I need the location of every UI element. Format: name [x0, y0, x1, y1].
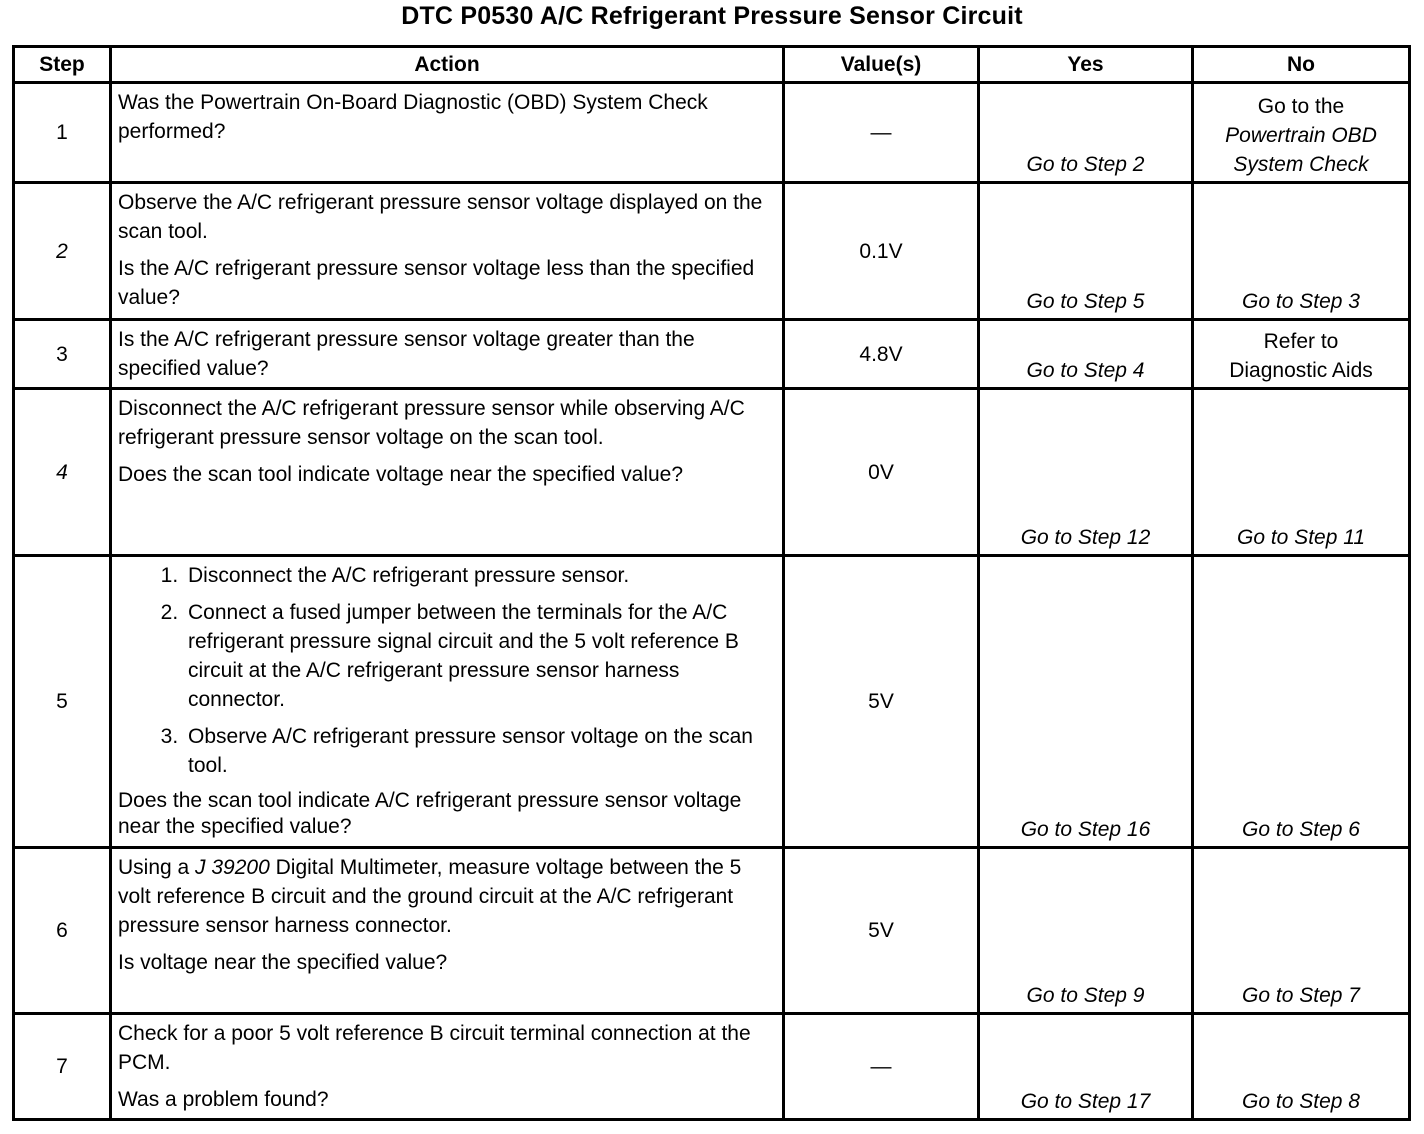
- no-cell: Go to Step 6: [1193, 556, 1410, 848]
- action-text: [111, 389, 784, 556]
- yes-cell: Go to Step 16: [979, 556, 1193, 848]
- action-line: Check for a poor 5 volt reference B circuit terminal connection at the PCM.: [118, 1022, 751, 1074]
- action-text: [111, 848, 784, 1014]
- dtc-table: [12, 45, 1411, 1121]
- header-yes: Yes: [979, 47, 1193, 83]
- no-line: Refer to: [1263, 330, 1339, 353]
- list-item: 3. Observe A/C refrigerant pressure sensor voltage on the scan tool.: [184, 722, 776, 780]
- action-line: Was the Powertrain On-Board Diagnostic (OBD) System Check performed?: [118, 91, 708, 143]
- table-row: [14, 1014, 1410, 1120]
- page-title: DTC P0530 A/C Refrigerant Pressure Sensor Circuit: [401, 2, 1023, 30]
- value-cell: 0.1V: [784, 183, 979, 320]
- header-action: Action: [111, 47, 784, 83]
- no-line: Powertrain OBD: [1225, 124, 1377, 147]
- yes-cell: Go to Step 9: [979, 848, 1193, 1014]
- action-question: Is the A/C refrigerant pressure sensor voltage less than the specified value?: [118, 257, 755, 309]
- tool-name: J 39200: [195, 856, 270, 879]
- table-row: [14, 848, 1410, 1014]
- header-values: Value(s): [784, 47, 979, 83]
- yes-cell: Go to Step 5: [979, 183, 1193, 320]
- value-cell: 5V: [784, 848, 979, 1014]
- step-number: 6: [14, 848, 111, 1014]
- action-text: [111, 83, 784, 183]
- no-cell: [1193, 83, 1410, 183]
- header-no: No: [1193, 47, 1410, 83]
- no-cell: Go to Step 11: [1193, 389, 1410, 556]
- procedure-list: [118, 561, 776, 780]
- action-question: Is voltage near the specified value?: [118, 951, 448, 974]
- value-cell: 0V: [784, 389, 979, 556]
- action-post: Digital Multimeter, measure voltage between the 5 volt reference B circuit and the ground circuit at the A/C refrigerant pressure sensor harness connector.: [118, 856, 742, 937]
- action-text: [111, 320, 784, 389]
- step-number: 7: [14, 1014, 111, 1120]
- table-row: [14, 83, 1410, 183]
- step-number: 4: [14, 389, 111, 556]
- no-cell: [1193, 320, 1410, 389]
- action-line: Disconnect the A/C refrigerant pressure sensor while observing A/C refrigerant pressure sensor voltage on the scan tool.: [118, 397, 745, 449]
- value-cell: 5V: [784, 556, 979, 848]
- value-cell: —: [784, 1014, 979, 1120]
- no-cell: Go to Step 7: [1193, 848, 1410, 1014]
- step-number: 1: [14, 83, 111, 183]
- action-line: [118, 853, 776, 940]
- header-step: Step: [14, 47, 111, 83]
- yes-cell: Go to Step 12: [979, 389, 1193, 556]
- action-line: Observe the A/C refrigerant pressure sensor voltage displayed on the scan tool.: [118, 191, 763, 243]
- table-row: [14, 389, 1410, 556]
- table-row: [14, 320, 1410, 389]
- action-text: [111, 1014, 784, 1120]
- yes-cell: Go to Step 2: [979, 83, 1193, 183]
- header-row: [14, 47, 1410, 83]
- yes-cell: Go to Step 4: [979, 320, 1193, 389]
- step-number: 5: [14, 556, 111, 848]
- action-line: Is the A/C refrigerant pressure sensor voltage greater than the specified value?: [118, 328, 695, 380]
- list-item: 1. Disconnect the A/C refrigerant pressure sensor.: [184, 561, 776, 590]
- action-question: Does the scan tool indicate A/C refrigerant pressure sensor voltage near the specified value?: [118, 789, 742, 838]
- step-number: 3: [14, 320, 111, 389]
- no-cell: Go to Step 8: [1193, 1014, 1410, 1120]
- action-question: Was a problem found?: [118, 1088, 329, 1111]
- table-row: [14, 556, 1410, 848]
- yes-cell: Go to Step 17: [979, 1014, 1193, 1120]
- action-text: [111, 183, 784, 320]
- list-item: 2. Connect a fused jumper between the terminals for the A/C refrigerant pressure signal circuit and the 5 volt reference B circuit at the A/C refrigerant pressure sensor harness connector.: [184, 598, 776, 714]
- table-row: [14, 183, 1410, 320]
- no-line: Go to the: [1257, 95, 1345, 118]
- no-line: System Check: [1233, 153, 1369, 176]
- step-number: 2: [14, 183, 111, 320]
- no-cell: Go to Step 3: [1193, 183, 1410, 320]
- action-text: [111, 556, 784, 848]
- action-pre: Using a: [118, 856, 196, 879]
- action-question: Does the scan tool indicate voltage near the specified value?: [118, 463, 684, 486]
- value-cell: 4.8V: [784, 320, 979, 389]
- value-cell: —: [784, 83, 979, 183]
- no-line: Diagnostic Aids: [1229, 359, 1373, 382]
